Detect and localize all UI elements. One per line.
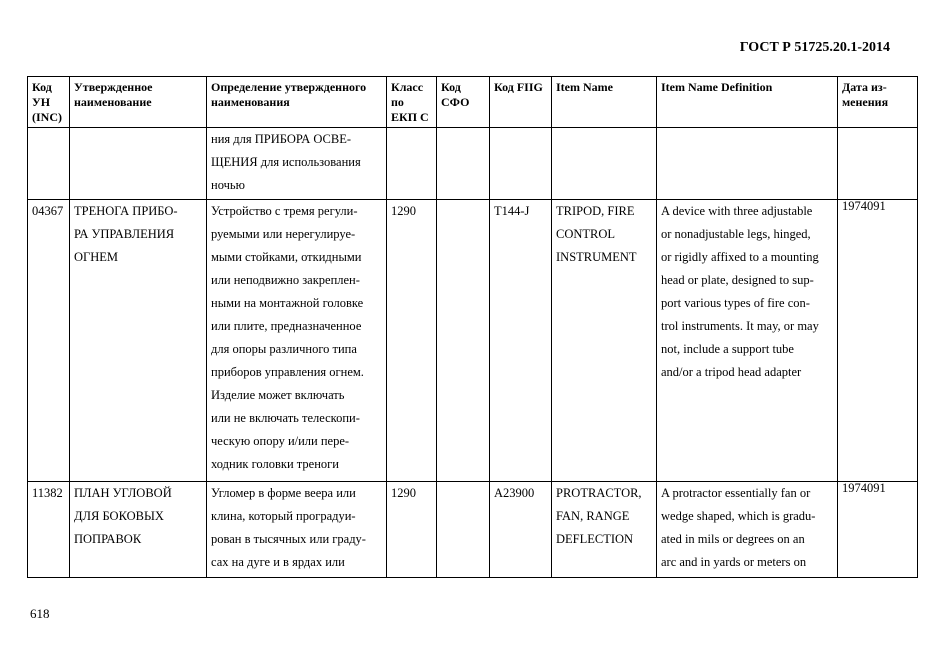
- cell-sfo: [437, 482, 490, 578]
- cell-item-name-definition: [657, 128, 838, 200]
- cell-sfo: [437, 128, 490, 200]
- col-header-inc: Код УН (INC): [28, 77, 70, 128]
- table-row: [28, 200, 918, 482]
- cell-class: [387, 128, 437, 200]
- cell-sfo: [437, 200, 490, 482]
- cell-item-name-definition: A protractor essentially fan or wedge shaped, which is gradu- ated in mils or degrees on an arc and in yards or meters on: [657, 482, 838, 578]
- cell-inc: 11382: [28, 482, 70, 578]
- col-header-item-name-definition: Item Name Definition: [657, 77, 838, 128]
- table-row: [28, 128, 918, 200]
- cell-definition: Устройство с тремя регули- руемыми или нерегулируе- мыми стойками, откидными или неподвижно закреплен- ными на монтажной головке или плите, предназначенное для опоры различного типа приборов управления огнем. Изделие может включать или не включать телескопи- ческую опору и/или пере- ходник головки треноги: [207, 200, 387, 482]
- cell-change-date: 1974091: [838, 482, 918, 578]
- col-header-class: Класс по ЕКП С: [387, 77, 437, 128]
- col-header-fiig: Код FIIG: [490, 77, 552, 128]
- cell-approved-name: [70, 128, 207, 200]
- catalog-table: [27, 76, 918, 578]
- cell-class: 1290: [387, 482, 437, 578]
- col-header-approved-name: Утвержденное наименование: [70, 77, 207, 128]
- document-code: ГОСТ Р 51725.20.1-2014: [739, 40, 890, 55]
- cell-change-date: [838, 128, 918, 200]
- col-header-change-date: Дата из- менения: [838, 77, 918, 128]
- cell-approved-name: ТРЕНОГА ПРИБО- РА УПРАВЛЕНИЯ ОГНЕМ: [70, 200, 207, 482]
- cell-approved-name: ПЛАН УГЛОВОЙ ДЛЯ БОКОВЫХ ПОПРАВОК: [70, 482, 207, 578]
- page-number: 618: [30, 606, 50, 621]
- col-header-item-name: Item Name: [552, 77, 657, 128]
- cell-definition: Угломер в форме веера или клина, который проградуи- рован в тысячных или граду- сах на дуге и в ярдах или: [207, 482, 387, 578]
- cell-fiig: T144-J: [490, 200, 552, 482]
- cell-fiig: A23900: [490, 482, 552, 578]
- cell-inc: [28, 128, 70, 200]
- table-header-row: [28, 77, 918, 128]
- cell-definition: ния для ПРИБОРА ОСВЕ- ЩЕНИЯ для использования ночью: [207, 128, 387, 200]
- cell-item-name: [552, 128, 657, 200]
- table-row: [28, 482, 918, 578]
- cell-fiig: [490, 128, 552, 200]
- col-header-definition: Определение утвержденного наименования: [207, 77, 387, 128]
- cell-item-name: TRIPOD, FIRE CONTROL INSTRUMENT: [552, 200, 657, 482]
- cell-item-name-definition: A device with three adjustable or nonadjustable legs, hinged, or rigidly affixed to a mounting head or plate, designed to sup- port various types of fire con- trol instruments. It may, or may not, include a support tube and/or a tripod head adapter: [657, 200, 838, 482]
- col-header-sfo: Код СФО: [437, 77, 490, 128]
- cell-inc: 04367: [28, 200, 70, 482]
- cell-class: 1290: [387, 200, 437, 482]
- cell-item-name: PROTRACTOR, FAN, RANGE DEFLECTION: [552, 482, 657, 578]
- cell-change-date: 1974091: [838, 200, 918, 482]
